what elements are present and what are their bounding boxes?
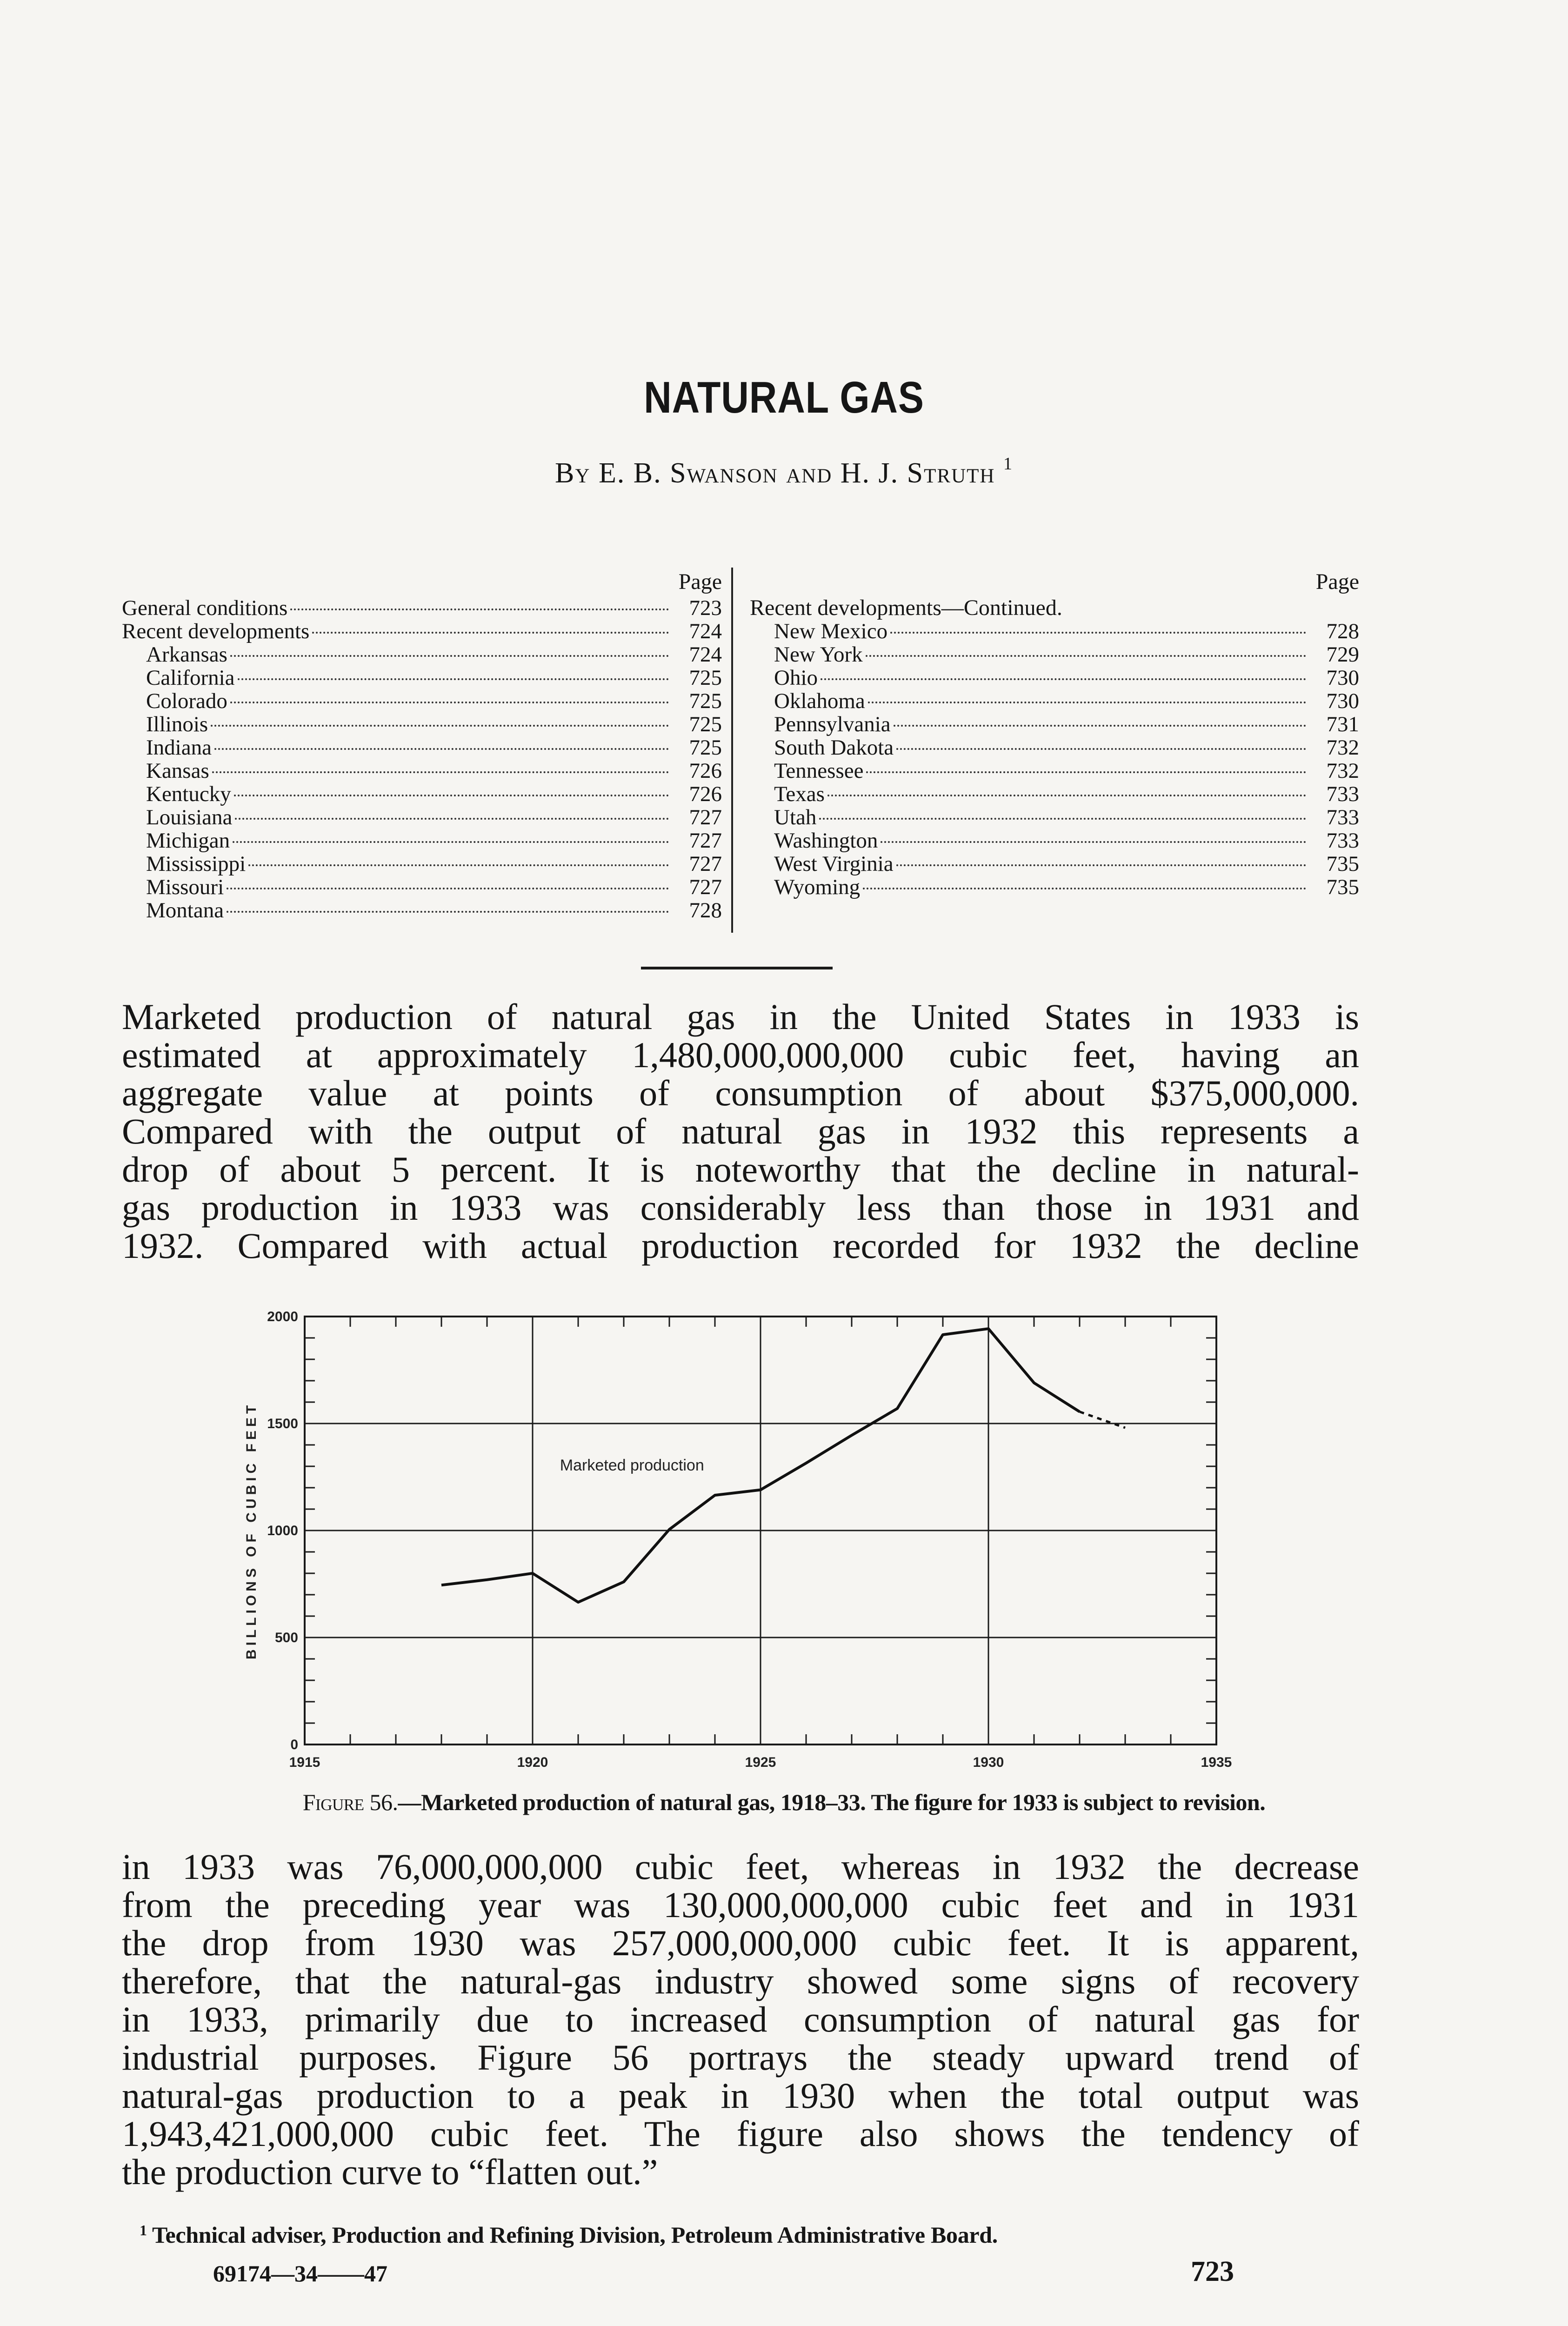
toc-leader-dots: [214, 748, 669, 750]
x-tick-label: 1930: [973, 1755, 1004, 1770]
toc-entry: [122, 759, 722, 782]
toc-entry-label: Indiana: [146, 735, 212, 760]
text-line: industrial purposes. Figure 56 portrays the steady upward trend of: [122, 2037, 1359, 2078]
toc-entry-page: 735: [1326, 852, 1359, 876]
toc-entry-label: Tennessee: [774, 759, 864, 783]
text-line: natural-gas production to a peak in 1930 when the total output was: [122, 2075, 1359, 2116]
footnote-text: Technical adviser, Production and Refining Division, Petroleum Administrative Board.: [152, 2222, 998, 2248]
toc-entry-label: Michigan: [146, 829, 230, 853]
toc-leader-dots: [230, 702, 669, 703]
text-line: Compared with the output of natural gas in 1932 this represents a: [122, 1111, 1359, 1151]
toc-entry: [750, 806, 1359, 829]
toc-entry: [750, 852, 1359, 876]
toc-divider: [731, 568, 733, 933]
toc-entry-page: 725: [689, 689, 722, 713]
toc-entry-page: 728: [1326, 619, 1359, 643]
toc-entry-label: West Virginia: [774, 852, 894, 876]
toc-leader-dots: [866, 771, 1306, 773]
page-number: 723: [1191, 2256, 1234, 2287]
toc-entry-page: 733: [1326, 782, 1359, 806]
toc-leader-dots: [881, 841, 1306, 843]
page-title: NATURAL GAS: [644, 373, 924, 422]
toc-entry-label: Colorado: [146, 689, 227, 713]
toc-leader-dots: [290, 608, 669, 610]
toc-entry-page: 727: [689, 829, 722, 853]
toc-entry-label: Recent developments: [122, 619, 310, 643]
toc-leader-dots: [866, 655, 1306, 657]
text-line: therefore, that the natural-gas industry showed some signs of recovery: [122, 1961, 1359, 2001]
toc-entry: [750, 620, 1359, 643]
series-line-provisional: [1080, 1412, 1125, 1428]
toc-entry: [122, 713, 722, 736]
toc-leader-dots: [827, 795, 1306, 796]
toc-leader-dots: [868, 702, 1306, 703]
toc-entry-page: 726: [689, 759, 722, 783]
y-tick-label: 1000: [267, 1523, 298, 1538]
toc-entry-label: Kansas: [146, 759, 209, 783]
toc-entry-page: 732: [1326, 759, 1359, 783]
toc-leader-dots: [896, 864, 1306, 866]
text-line: the drop from 1930 was 257,000,000,000 cubic feet. It is apparent,: [122, 1923, 1359, 1963]
toc-entry-label: Oklahoma: [774, 689, 865, 713]
figure-number: Figure 56.: [302, 1789, 398, 1815]
toc-leader-dots: [227, 911, 669, 913]
toc-page-header-right: Page: [1315, 569, 1359, 594]
x-tick-label: 1915: [289, 1755, 320, 1770]
toc-leader-dots: [211, 725, 669, 727]
toc-entry: [122, 643, 722, 666]
toc-leader-dots: [248, 864, 669, 866]
y-tick-label: 2000: [267, 1309, 298, 1324]
toc-leader-dots: [230, 655, 669, 657]
toc-leader-dots: [821, 678, 1306, 680]
toc-entry-label: South Dakota: [774, 735, 894, 760]
text-line: in 1933 was 76,000,000,000 cubic feet, whereas in 1932 the decrease: [122, 1846, 1359, 1887]
toc-entry-label: Ohio: [774, 666, 818, 690]
toc-entry: [122, 876, 722, 899]
toc-entry: [122, 806, 722, 829]
toc-entry: [750, 759, 1359, 782]
toc-leader-dots: [890, 632, 1306, 634]
y-axis-label: BILLIONS OF CUBIC FEET: [244, 1401, 259, 1660]
toc-leader-dots: [212, 771, 669, 773]
toc-leader-dots: [227, 888, 669, 889]
y-tick-label: 1500: [267, 1416, 298, 1431]
toc-entry-label: Washington: [774, 829, 878, 853]
text-line: from the preceding year was 130,000,000,000 cubic feet and in 1931: [122, 1885, 1359, 1925]
section-rule: [641, 967, 833, 969]
footnote: [140, 2221, 998, 2248]
toc-leader-dots: [863, 888, 1306, 889]
toc-entry-page: 725: [689, 712, 722, 736]
figure-caption: [0, 1789, 1568, 1816]
text-line: Marketed production of natural gas in the United States in 1933 is: [122, 996, 1359, 1037]
toc-entry-label: New Mexico: [774, 619, 888, 643]
toc-entry-label: Mississippi: [146, 852, 246, 876]
toc-entry-label: Arkansas: [146, 642, 227, 667]
toc-entry: [122, 782, 722, 806]
toc-entry-page: 733: [1326, 805, 1359, 829]
toc-entry-label: Utah: [774, 805, 817, 829]
toc-entry-page: 725: [689, 735, 722, 760]
x-tick-label: 1920: [517, 1755, 548, 1770]
toc-entry-label: Texas: [774, 782, 825, 806]
toc-entry: [122, 596, 722, 620]
footnote-mark: 1: [140, 2222, 147, 2239]
toc-entry-page: 723: [689, 596, 722, 620]
toc-entry-label: Illinois: [146, 712, 208, 736]
toc-leader-dots: [312, 632, 669, 634]
y-tick-label: 0: [290, 1737, 298, 1752]
toc-entry-page: 727: [689, 852, 722, 876]
toc-entry-label: Montana: [146, 898, 224, 922]
toc-entry-label: Missouri: [146, 875, 224, 899]
toc-leader-dots: [819, 818, 1306, 820]
byline: [0, 454, 1568, 490]
toc-entry-page: 728: [689, 898, 722, 922]
toc-entry-label: General conditions: [122, 596, 288, 620]
toc-entry-page: 731: [1326, 712, 1359, 736]
toc-entry: [750, 829, 1359, 852]
toc-entry-page: 735: [1326, 875, 1359, 899]
toc-continued-label: Recent developments—Continued.: [750, 595, 1062, 620]
toc-leader-dots: [234, 795, 669, 796]
caption-text: —Marketed production of natural gas, 1918–33. The figure for 1933 is subject to revision.: [398, 1789, 1266, 1815]
text-line: in 1933, primarily due to increased consumption of natural gas for: [122, 1999, 1359, 2039]
toc-page-header: Page: [678, 569, 722, 594]
toc-entry-page: 733: [1326, 829, 1359, 853]
x-tick-label: 1935: [1201, 1755, 1232, 1770]
text-line: the production curve to “flatten out.”: [122, 2152, 658, 2192]
toc-entry: [750, 736, 1359, 759]
toc-left-column: [122, 568, 722, 922]
toc-right-column: [750, 568, 1359, 899]
toc-entry-page: 726: [689, 782, 722, 806]
toc-leader-dots: [238, 678, 669, 680]
toc-entry-label: California: [146, 666, 235, 690]
toc-entry: [750, 782, 1359, 806]
text-line: gas production in 1933 was considerably less than those in 1931 and: [122, 1187, 1359, 1228]
toc-entry: [122, 852, 722, 876]
chart-svg: [233, 1310, 1247, 1779]
toc-entry: [122, 736, 722, 759]
toc-entry-label: Wyoming: [774, 875, 861, 899]
text-line: 1932. Compared with actual production recorded for 1932 the decline: [122, 1225, 1359, 1266]
toc-entry-page: 730: [1326, 666, 1359, 690]
paragraph-2: [122, 1848, 1359, 2191]
toc-entry: [122, 620, 722, 643]
toc-entry-page: 724: [689, 619, 722, 643]
toc-entry-page: 730: [1326, 689, 1359, 713]
toc-leader-dots: [235, 818, 669, 820]
toc-entry-page: 727: [689, 805, 722, 829]
text-line: drop of about 5 percent. It is noteworthy that the decline in natural-: [122, 1149, 1359, 1190]
text-line: 1,943,421,000,000 cubic feet. The figure also shows the tendency of: [122, 2113, 1359, 2154]
toc-entry-page: 729: [1326, 642, 1359, 667]
toc-entry-page: 732: [1326, 735, 1359, 760]
toc-entry-label: Louisiana: [146, 805, 233, 829]
toc-entry: [750, 666, 1359, 689]
toc-entry: [122, 899, 722, 922]
toc-leader-dots: [894, 725, 1306, 727]
print-signature: 69174—34——47: [213, 2260, 387, 2286]
y-tick-label: 500: [274, 1630, 298, 1645]
x-tick-label: 1925: [745, 1755, 776, 1770]
toc-entry: [750, 643, 1359, 666]
paragraph-1: [122, 998, 1359, 1265]
toc-entry: [750, 876, 1359, 899]
toc-entry-page: 724: [689, 642, 722, 667]
toc-entry-label: Pennsylvania: [774, 712, 891, 736]
toc-entry: [750, 689, 1359, 713]
toc-entry-page: 725: [689, 666, 722, 690]
toc-leader-dots: [233, 841, 669, 843]
byline-text: By E. B. Swanson and H. J. Struth: [555, 457, 995, 489]
toc-entry: [122, 689, 722, 713]
text-line: estimated at approximately 1,480,000,000,000 cubic feet, having an: [122, 1035, 1359, 1075]
toc-entry: [122, 666, 722, 689]
toc-leader-dots: [896, 748, 1306, 750]
toc-entry-label: Kentucky: [146, 782, 231, 806]
byline-footnote-mark: 1: [1003, 454, 1013, 474]
toc-entry: [122, 829, 722, 852]
text-line: aggregate value at points of consumption of about $375,000,000.: [122, 1073, 1359, 1113]
production-chart: [233, 1310, 1247, 1779]
series-label: Marketed production: [560, 1457, 704, 1475]
toc-entry-page: 727: [689, 875, 722, 899]
toc-entry-label: New York: [774, 642, 863, 667]
toc-entry: [750, 713, 1359, 736]
